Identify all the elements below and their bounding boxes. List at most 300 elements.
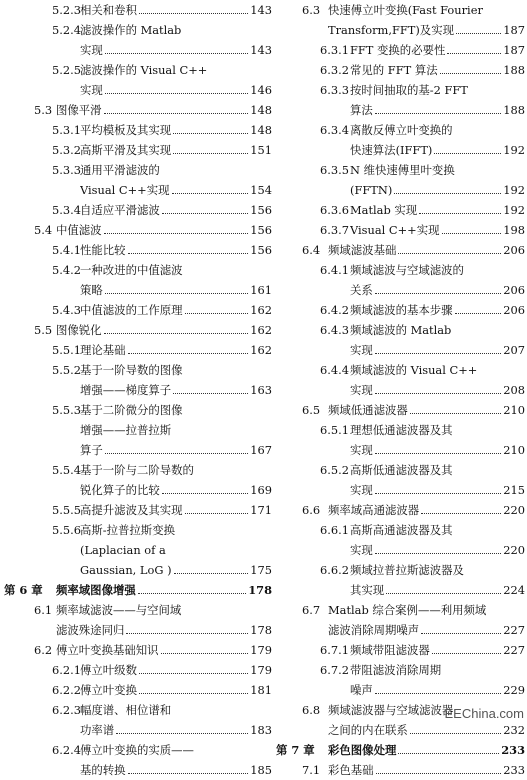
dot-leader — [410, 733, 502, 734]
section-number: 5.2.5 — [52, 63, 81, 77]
dot-leader — [440, 73, 502, 74]
page-number: 178 — [248, 583, 272, 597]
toc-entry[interactable] — [4, 460, 272, 480]
section-title: 之间的内在联系 — [328, 723, 408, 737]
dot-leader — [105, 53, 248, 54]
toc-entry[interactable] — [4, 320, 272, 340]
section-number: 5.5.2 — [52, 363, 81, 377]
toc-entry[interactable] — [4, 540, 272, 560]
section-title: 相关和卷积 — [80, 3, 137, 17]
dot-leader — [386, 593, 501, 594]
toc-entry[interactable] — [276, 240, 525, 260]
dot-leader — [128, 773, 249, 774]
toc-entry[interactable] — [4, 280, 272, 300]
toc-entry[interactable] — [4, 180, 272, 200]
section-title: 噪声 — [350, 683, 373, 697]
toc-entry[interactable] — [276, 340, 525, 360]
toc-entry[interactable] — [276, 440, 525, 460]
dot-leader — [375, 553, 501, 554]
section-title: 傅立叶级数 — [80, 663, 137, 677]
toc-entry[interactable] — [276, 740, 525, 760]
section-title: 实现 — [350, 343, 373, 357]
section-title: 频域低通滤波器 — [328, 403, 408, 417]
page-number: 192 — [503, 183, 525, 197]
section-title: 频域滤波的 Visual C++ — [350, 363, 478, 377]
section-number: 6.4 — [302, 243, 321, 257]
section-number: 5.5.1 — [52, 343, 81, 357]
dot-leader — [456, 33, 501, 34]
toc-entry[interactable] — [4, 400, 272, 420]
page-number: 162 — [250, 343, 272, 357]
toc-entry[interactable] — [4, 660, 272, 680]
toc-entry[interactable] — [4, 100, 272, 120]
page-number: 207 — [503, 343, 525, 357]
page-number: 161 — [250, 283, 272, 297]
section-number: 5.4 — [34, 223, 53, 237]
section-number: 6.8 — [302, 703, 321, 717]
dot-leader — [126, 633, 248, 634]
toc-entry[interactable] — [4, 440, 272, 460]
section-title: 中值滤波 — [56, 223, 102, 237]
section-number: 6.2 — [34, 643, 53, 657]
section-title: 基的转换 — [80, 763, 126, 777]
page-number: 146 — [250, 83, 272, 97]
page-number: 224 — [503, 583, 525, 597]
toc-entry[interactable] — [276, 500, 525, 520]
section-title: 频域滤波器与空域滤波器 — [328, 703, 454, 717]
page-number: 171 — [250, 503, 272, 517]
page-number: 206 — [503, 243, 525, 257]
page-number: 162 — [250, 303, 272, 317]
dot-leader — [398, 253, 501, 254]
toc-entry[interactable] — [4, 200, 272, 220]
page-number: 192 — [503, 143, 525, 157]
section-title: 频率域高通滤波器 — [328, 503, 420, 517]
section-number: 5.3.1 — [52, 123, 81, 137]
section-title: 其实现 — [350, 583, 385, 597]
page-number: 187 — [503, 43, 525, 57]
section-title: 高提升滤波及其实现 — [80, 503, 183, 517]
page-number: 156 — [250, 223, 272, 237]
section-title: 频域滤波与空域滤波的 — [350, 263, 464, 277]
section-title: 理论基础 — [80, 343, 126, 357]
section-number: 5.3.2 — [52, 143, 81, 157]
toc-entry[interactable] — [276, 200, 525, 220]
page-number: 188 — [503, 103, 525, 117]
toc-entry[interactable] — [276, 60, 525, 80]
section-number: 6.2.1 — [52, 663, 81, 677]
dot-leader — [104, 233, 249, 234]
page-number: 220 — [503, 503, 525, 517]
toc-entry[interactable] — [4, 300, 272, 320]
section-number: 6.3 — [302, 3, 321, 17]
section-title: 增强——拉普拉斯 — [80, 423, 172, 437]
page-number: 208 — [503, 383, 525, 397]
section-title: N 维快速傅里叶变换 — [350, 163, 455, 177]
dot-leader — [375, 453, 501, 454]
toc-entry[interactable] — [276, 760, 525, 780]
section-number: 6.3.2 — [320, 63, 349, 77]
section-number: 6.6 — [302, 503, 321, 517]
section-number: 6.4.3 — [320, 323, 349, 337]
section-number: 5.4.3 — [52, 303, 81, 317]
toc-entry[interactable] — [276, 420, 525, 440]
dot-leader — [128, 253, 249, 254]
page-number: 175 — [250, 563, 272, 577]
section-title: 增强——梯度算子 — [80, 383, 172, 397]
dot-leader — [116, 733, 248, 734]
section-title: 滤波消除周期噪声 — [328, 623, 420, 637]
toc-entry[interactable] — [276, 220, 525, 240]
page-number: 183 — [250, 723, 272, 737]
toc-entry[interactable] — [276, 720, 525, 740]
section-title: 彩色图像处理 — [328, 743, 397, 757]
page-number: 233 — [503, 763, 525, 777]
toc-entry[interactable] — [276, 120, 525, 140]
dot-leader — [432, 653, 502, 654]
section-number: 5.2.4 — [52, 23, 81, 37]
page-number: 162 — [250, 323, 272, 337]
section-title: 快速算法(IFFT) — [350, 143, 433, 157]
toc-entry[interactable] — [276, 600, 525, 620]
dot-leader — [173, 153, 248, 154]
section-title: Visual C++实现 — [350, 223, 440, 237]
toc-entry[interactable] — [4, 560, 272, 580]
section-title: 滤波操作的 Visual C++ — [80, 63, 208, 77]
section-title: 中值滤波的工作原理 — [80, 303, 183, 317]
page-number: 220 — [503, 543, 525, 557]
section-number: 6.2.2 — [52, 683, 81, 697]
section-title: 基于二阶微分的图像 — [80, 403, 183, 417]
dot-leader — [162, 493, 249, 494]
section-number: 第 6 章 — [4, 583, 43, 597]
section-title: 频域滤波的基本步骤 — [350, 303, 453, 317]
section-title: 通用平滑滤波的 — [80, 163, 160, 177]
toc-entry[interactable] — [276, 640, 525, 660]
dot-leader — [104, 113, 249, 114]
section-number: 6.6.1 — [320, 523, 349, 537]
section-title: 锐化算子的比较 — [80, 483, 160, 497]
section-title: 高斯-拉普拉斯变换 — [80, 523, 175, 537]
dot-leader — [375, 693, 501, 694]
section-title: Matlab 综合案例——利用频域 — [328, 603, 487, 617]
watermark: EEChina.com — [444, 706, 524, 721]
toc-entry[interactable] — [276, 180, 525, 200]
dot-leader — [419, 213, 501, 214]
section-title: 实现 — [350, 543, 373, 557]
dot-leader — [410, 413, 502, 414]
section-title: 带阻滤波消除周期 — [350, 663, 442, 677]
toc-entry[interactable] — [276, 160, 525, 180]
section-number: 5.5.4 — [52, 463, 81, 477]
section-title: 滤波操作的 Matlab — [80, 23, 182, 37]
dot-leader — [139, 693, 248, 694]
section-title: Visual C++实现 — [80, 183, 170, 197]
page-number: 215 — [503, 483, 525, 497]
dot-leader — [139, 13, 248, 14]
toc-entry[interactable] — [4, 640, 272, 660]
section-title: 滤波殊途同归 — [56, 623, 125, 637]
toc-entry[interactable] — [4, 700, 272, 720]
dot-leader — [162, 213, 249, 214]
section-title: 频率域图像增强 — [56, 583, 136, 597]
section-title: (Laplacian of a — [80, 543, 166, 557]
section-number: 5.3.4 — [52, 203, 81, 217]
section-number: 6.6.2 — [320, 563, 349, 577]
page-number: 227 — [503, 643, 525, 657]
section-title: 高斯平滑及其实现 — [80, 143, 172, 157]
toc-entry[interactable] — [4, 240, 272, 260]
section-number: 5.3.3 — [52, 163, 81, 177]
section-title: 频域滤波基础 — [328, 243, 397, 257]
section-title: Gaussian, LoG ) — [80, 563, 172, 577]
section-title: 频域拉普拉斯滤波器及 — [350, 563, 464, 577]
section-title: (FFTN) — [350, 183, 393, 197]
toc-entry[interactable] — [276, 80, 525, 100]
toc-entry[interactable] — [4, 340, 272, 360]
toc-entry[interactable] — [4, 220, 272, 240]
toc-entry[interactable] — [276, 140, 525, 160]
section-number: 第 7 章 — [276, 743, 315, 757]
toc-entry[interactable] — [4, 740, 272, 760]
section-title: 基于一阶导数的图像 — [80, 363, 183, 377]
section-title: Transform,FFT)及实现 — [328, 23, 454, 37]
toc-entry[interactable] — [4, 420, 272, 440]
toc-entry[interactable] — [4, 580, 272, 600]
section-number: 6.5 — [302, 403, 321, 417]
section-title: 傅立叶变换 — [80, 683, 137, 697]
section-number: 5.4.1 — [52, 243, 81, 257]
section-title: 算法 — [350, 103, 373, 117]
section-title: 高斯高通滤波器及其 — [350, 523, 453, 537]
toc-entry[interactable] — [276, 660, 525, 680]
section-number: 6.2.3 — [52, 703, 81, 717]
section-title: 彩色基础 — [328, 763, 374, 777]
toc-entry[interactable] — [4, 680, 272, 700]
dot-leader — [447, 53, 501, 54]
page-number: 232 — [503, 723, 525, 737]
section-title: 策略 — [80, 283, 103, 297]
toc-entry[interactable] — [4, 80, 272, 100]
toc-entry[interactable] — [4, 120, 272, 140]
section-number: 6.3.6 — [320, 203, 349, 217]
toc-entry[interactable] — [276, 380, 525, 400]
toc-entry[interactable] — [276, 620, 525, 640]
page-number: 229 — [503, 683, 525, 697]
toc-entry[interactable] — [276, 20, 525, 40]
page-number: 148 — [250, 103, 272, 117]
dot-leader — [375, 353, 501, 354]
section-number: 6.3.5 — [320, 163, 349, 177]
section-title: 按时间抽取的基-2 FFT — [350, 83, 468, 97]
toc-entry[interactable] — [4, 0, 272, 20]
section-title: 实现 — [350, 483, 373, 497]
section-title: 自适应平滑滤波 — [80, 203, 160, 217]
dot-leader — [105, 93, 248, 94]
section-title: 幅度谱、相位谱和 — [80, 703, 172, 717]
toc-entry[interactable] — [276, 0, 525, 20]
page-number: 179 — [250, 643, 272, 657]
section-title: 快速傅立叶变换(Fast Fourier — [328, 3, 483, 17]
dot-leader — [138, 593, 246, 594]
dot-leader — [104, 333, 249, 334]
toc-entry[interactable] — [276, 520, 525, 540]
toc-entry[interactable] — [4, 140, 272, 160]
section-title: 算子 — [80, 443, 103, 457]
dot-leader — [105, 453, 248, 454]
page-number: 151 — [250, 143, 272, 157]
section-number: 6.4.1 — [320, 263, 349, 277]
dot-leader — [139, 673, 248, 674]
toc-entry[interactable] — [4, 160, 272, 180]
section-title: 实现 — [350, 383, 373, 397]
section-title: 实现 — [350, 443, 373, 457]
dot-leader — [185, 313, 249, 314]
toc-entry[interactable] — [4, 600, 272, 620]
section-title: 关系 — [350, 283, 373, 297]
page-number: 188 — [503, 63, 525, 77]
section-title: 高斯低通滤波器及其 — [350, 463, 453, 477]
section-title: 频率域滤波——与空间域 — [56, 603, 182, 617]
dot-leader — [375, 293, 501, 294]
toc-entry[interactable] — [276, 480, 525, 500]
section-number: 7.1 — [302, 763, 321, 777]
section-number: 6.3.4 — [320, 123, 349, 137]
section-number: 6.3.7 — [320, 223, 349, 237]
page-number: 210 — [503, 443, 525, 457]
toc-entry[interactable] — [4, 380, 272, 400]
section-number: 5.3 — [34, 103, 53, 117]
toc-entry[interactable] — [276, 40, 525, 60]
page-number: 233 — [501, 743, 525, 757]
section-number: 6.2.4 — [52, 743, 81, 757]
section-title: Matlab 实现 — [350, 203, 418, 217]
toc-entry[interactable] — [4, 260, 272, 280]
section-number: 6.5.1 — [320, 423, 349, 437]
page-number: 163 — [250, 383, 272, 397]
section-title: 常见的 FFT 算法 — [350, 63, 438, 77]
toc-entry[interactable] — [276, 580, 525, 600]
toc-entry[interactable] — [276, 560, 525, 580]
page-number: 206 — [503, 303, 525, 317]
section-number: 5.5.6 — [52, 523, 81, 537]
page-number: 227 — [503, 623, 525, 637]
page-number: 185 — [250, 763, 272, 777]
section-number: 6.7 — [302, 603, 321, 617]
page-number: 181 — [250, 683, 272, 697]
page-number: 167 — [250, 443, 272, 457]
section-title: 性能比较 — [80, 243, 126, 257]
dot-leader — [421, 513, 501, 514]
toc-entry[interactable] — [276, 680, 525, 700]
toc-entry[interactable] — [4, 620, 272, 640]
dot-leader — [394, 193, 501, 194]
page-number: 143 — [250, 43, 272, 57]
section-title: 频域带阻滤波器 — [350, 643, 430, 657]
page-number: 178 — [250, 623, 272, 637]
toc-entry[interactable] — [4, 720, 272, 740]
toc-entry[interactable] — [276, 300, 525, 320]
toc-entry[interactable] — [4, 500, 272, 520]
page-number: 198 — [503, 223, 525, 237]
section-number: 6.7.1 — [320, 643, 349, 657]
section-number: 6.3.1 — [320, 43, 349, 57]
dot-leader — [173, 133, 248, 134]
section-title: 平均模板及其实现 — [80, 123, 172, 137]
toc-entry[interactable] — [276, 540, 525, 560]
dot-leader — [173, 393, 248, 394]
page-number: 187 — [503, 23, 525, 37]
section-title: 傅立叶变换基础知识 — [56, 643, 159, 657]
section-title: 频域滤波的 Matlab — [350, 323, 452, 337]
toc-entry[interactable] — [276, 260, 525, 280]
toc-entry[interactable] — [276, 400, 525, 420]
section-title: 傅立叶变换的实质—— — [80, 743, 194, 757]
toc-entry[interactable] — [276, 280, 525, 300]
dot-leader — [376, 773, 502, 774]
toc-entry[interactable] — [4, 480, 272, 500]
section-number: 6.3.3 — [320, 83, 349, 97]
section-number: 5.5 — [34, 323, 53, 337]
dot-leader — [455, 313, 502, 314]
section-title: 理想低通滤波器及其 — [350, 423, 453, 437]
section-number: 6.1 — [34, 603, 53, 617]
toc-entry[interactable] — [276, 100, 525, 120]
section-number: 6.7.2 — [320, 663, 349, 677]
dot-leader — [174, 573, 249, 574]
section-title: 图像锐化 — [56, 323, 102, 337]
page-number: 192 — [503, 203, 525, 217]
section-number: 5.5.5 — [52, 503, 81, 517]
section-title: 实现 — [80, 83, 103, 97]
section-number: 6.4.4 — [320, 363, 349, 377]
toc-entry[interactable] — [4, 40, 272, 60]
dot-leader — [421, 633, 501, 634]
page-number: 210 — [503, 403, 525, 417]
page-number: 156 — [250, 243, 272, 257]
section-number: 5.4.2 — [52, 263, 81, 277]
section-title: 图像平滑 — [56, 103, 102, 117]
dot-leader — [375, 113, 501, 114]
section-title: 离散反傅立叶变换的 — [350, 123, 453, 137]
toc-entry[interactable] — [4, 60, 272, 80]
dot-leader — [375, 393, 501, 394]
dot-leader — [434, 153, 501, 154]
dot-leader — [105, 293, 248, 294]
page-number: 156 — [250, 203, 272, 217]
section-number: 5.2.3 — [52, 3, 81, 17]
toc-entry[interactable] — [276, 320, 525, 340]
page-number: 179 — [250, 663, 272, 677]
page-number: 169 — [250, 483, 272, 497]
section-title: 一种改进的中值滤波 — [80, 263, 183, 277]
section-number: 6.4.2 — [320, 303, 349, 317]
page-number: 143 — [250, 3, 272, 17]
dot-leader — [128, 353, 249, 354]
toc-entry[interactable] — [4, 360, 272, 380]
toc-entry[interactable] — [276, 360, 525, 380]
section-number: 5.5.3 — [52, 403, 81, 417]
toc-entry[interactable] — [4, 520, 272, 540]
dot-leader — [442, 233, 502, 234]
toc-entry[interactable] — [4, 20, 272, 40]
page-number: 206 — [503, 283, 525, 297]
section-number: 6.5.2 — [320, 463, 349, 477]
toc-entry[interactable] — [276, 460, 525, 480]
toc-entry[interactable] — [4, 760, 272, 780]
dot-leader — [172, 193, 249, 194]
section-title: 基于一阶与二阶导数的 — [80, 463, 194, 477]
